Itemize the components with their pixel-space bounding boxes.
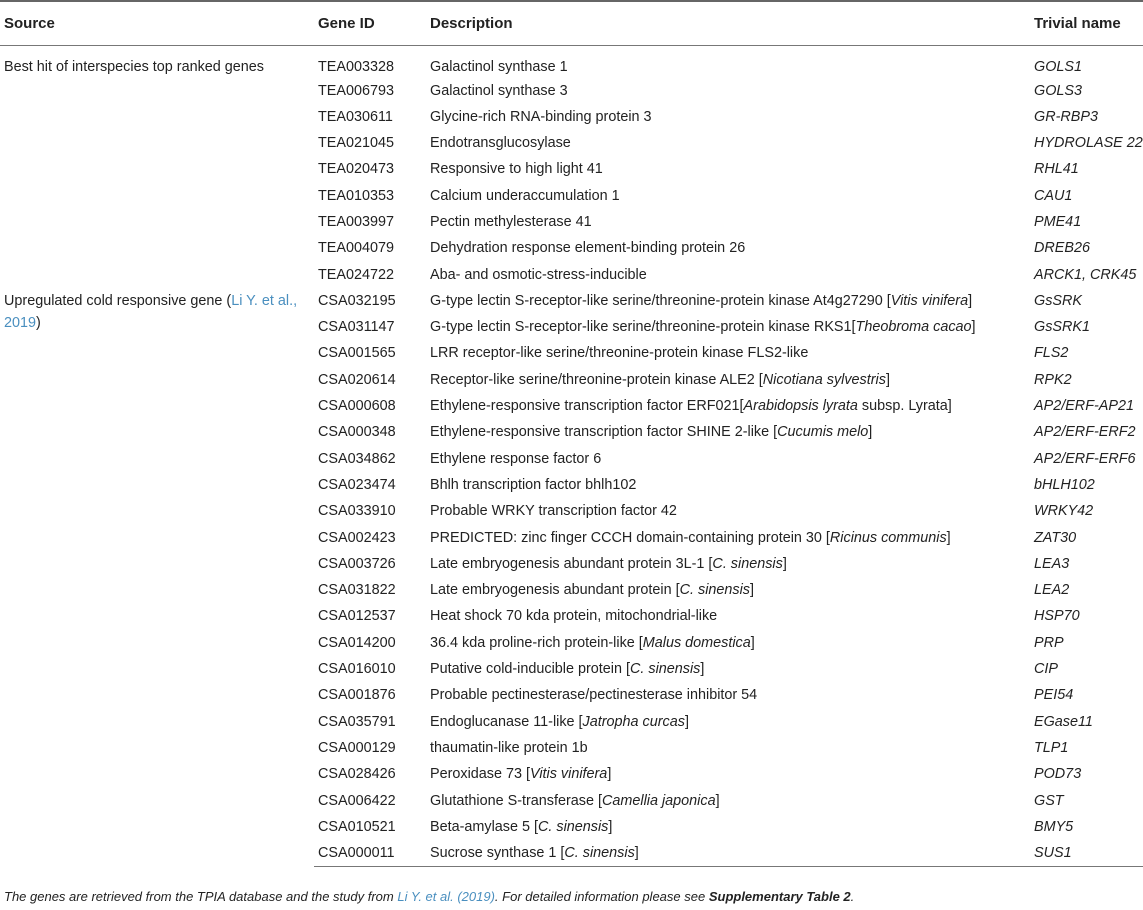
trivial-name-cell: bHLH102	[1034, 476, 1095, 493]
source-label: Best hit of interspecies top ranked genes	[4, 58, 264, 75]
description-text: Sucrose synthase 1 [	[430, 845, 565, 862]
trivial-name-cell: RPK2	[1034, 371, 1072, 388]
trivial-name-cell: FLS2	[1034, 345, 1069, 362]
description-text: ]	[968, 292, 973, 309]
description-text: ]	[971, 319, 976, 336]
species-name: Vitis vinifera	[530, 766, 608, 783]
gene-id-cell: CSA023474	[318, 476, 396, 493]
gene-id-cell: CSA028426	[318, 766, 396, 783]
description-text: thaumatin-like protein 1b	[430, 739, 588, 756]
footnote-text-1: The genes are retrieved from the TPIA database and the study from	[4, 889, 398, 904]
trivial-name-cell: CAU1	[1034, 187, 1073, 204]
description-cell	[426, 393, 1030, 419]
trivial-name-cell: LEA2	[1034, 582, 1070, 599]
description-text: Late embryogenesis abundant protein [	[430, 582, 680, 599]
description-text: PREDICTED: zinc finger CCCH domain-containing protein 30 [	[430, 529, 830, 546]
gene-id-cell: TEA020473	[318, 161, 395, 178]
species-name: Nicotiana sylvestris	[762, 371, 886, 388]
description-text: Ethylene response factor 6	[430, 450, 602, 467]
description-text: Receptor-like serine/threonine-protein kinase ALE2 [	[430, 371, 763, 388]
description-text: Endoglucanase 11-like [	[430, 713, 583, 730]
trivial-name-cell: AP2/ERF-AP21	[1034, 398, 1134, 415]
gene-id-cell: CSA001876	[318, 687, 396, 704]
description-text: Responsive to high light 41	[430, 161, 603, 178]
gene-id-cell: CSA003726	[318, 555, 396, 572]
trivial-name-cell: WRKY42	[1034, 503, 1094, 520]
gene-id-cell: CSA006422	[318, 792, 396, 809]
description-text: Ethylene-responsive transcription factor ERF021[	[430, 398, 744, 415]
gene-id-cell: CSA000348	[318, 424, 396, 441]
table-row	[0, 45, 1143, 78]
description-cell	[426, 814, 1030, 840]
trivial-name-cell: POD73	[1034, 766, 1082, 783]
description-text: Endotransglucosylase	[430, 135, 571, 152]
trivial-name-cell: AP2/ERF-ERF6	[1034, 450, 1136, 467]
gene-id-cell: CSA000011	[314, 840, 426, 866]
description-cell	[426, 183, 1030, 209]
gene-id-cell: CSA000608	[318, 398, 396, 415]
gene-id-cell: CSA002423	[318, 529, 396, 546]
trivial-name-cell: LEA3	[1034, 555, 1070, 572]
species-name: Malus domestica	[642, 634, 751, 651]
gene-id-cell: TEA021045	[318, 135, 395, 152]
species-name: C. sinensis	[630, 661, 701, 678]
description-cell	[426, 209, 1030, 235]
description-cell	[426, 419, 1030, 445]
trivial-name-cell: GsSRK1	[1034, 319, 1090, 336]
trivial-name-cell: PEI54	[1034, 687, 1074, 704]
description-text: ]	[700, 661, 705, 678]
trivial-name-cell: DREB26	[1034, 240, 1090, 257]
gene-id-cell: CSA014200	[318, 634, 396, 651]
gene-id-cell: TEA024722	[318, 266, 395, 283]
description-text: subsp. Lyrata]	[857, 398, 952, 415]
description-cell	[426, 656, 1030, 682]
description-text: Ethylene-responsive transcription factor SHINE 2-like [	[430, 424, 778, 441]
gene-id-cell: CSA034862	[318, 450, 396, 467]
header-row	[0, 1, 1143, 45]
gene-id-cell: CSA000129	[318, 739, 396, 756]
description-cell	[426, 367, 1030, 393]
gene-id-cell: CSA031147	[318, 319, 395, 336]
trivial-name-cell: SUS1	[1030, 840, 1143, 866]
trivial-name-cell: GST	[1034, 792, 1064, 809]
description-cell	[426, 472, 1030, 498]
description-cell	[426, 735, 1030, 761]
species-name: C. sinensis	[679, 582, 750, 599]
table-row	[0, 288, 1143, 314]
trivial-name-cell: ARCK1, CRK45	[1034, 266, 1137, 283]
description-text: Galactinol synthase 1	[430, 58, 568, 75]
trivial-name-cell: GR-RBP3	[1034, 108, 1098, 125]
trivial-name-cell: HYDROLASE 22	[1034, 135, 1143, 152]
gene-id-cell: TEA003328	[318, 58, 395, 75]
description-cell	[426, 45, 1030, 78]
description-cell	[426, 788, 1030, 814]
description-text: ]	[634, 845, 639, 862]
gene-id-cell: TEA003997	[318, 213, 395, 230]
description-text: ]	[684, 713, 689, 730]
gene-id-cell: CSA010521	[318, 818, 396, 835]
description-cell	[426, 761, 1030, 787]
species-name: Cucumis melo	[777, 424, 869, 441]
species-name: C. sinensis	[537, 818, 609, 835]
description-text: ]	[885, 371, 890, 388]
description-cell	[426, 577, 1030, 603]
trivial-name-cell: EGase11	[1034, 713, 1093, 730]
description-cell	[426, 78, 1030, 104]
species-name: Ricinus communis	[829, 529, 947, 546]
description-text: Glutathione S-transferase [	[430, 792, 602, 809]
species-name: Vitis vinifera	[890, 292, 969, 309]
description-text: Pectin methylesterase 41	[430, 213, 592, 230]
gene-id-cell: TEA006793	[318, 82, 395, 99]
trivial-name-cell: BMY5	[1034, 818, 1074, 835]
description-text: Peroxidase 73 [	[430, 766, 530, 783]
source-citation-link[interactable]: Li Y. et al., 2019	[4, 292, 298, 331]
description-text: ]	[750, 634, 755, 651]
description-cell	[426, 314, 1030, 340]
description-cell	[426, 603, 1030, 629]
description-text: Heat shock 70 kda protein, mitochondrial-like	[430, 608, 718, 625]
description-text: 36.4 kda proline-rich protein-like [	[430, 634, 643, 651]
gene-id-cell: TEA030611	[318, 108, 393, 125]
description-text: ]	[946, 529, 951, 546]
description-cell	[426, 498, 1030, 524]
description-cell	[426, 446, 1030, 472]
trivial-name-cell: GOLS1	[1034, 58, 1082, 75]
header-description: Description	[426, 1, 1030, 45]
gene-id-cell: CSA035791	[318, 713, 396, 730]
header-source: Source	[0, 1, 314, 45]
description-text: Probable pectinesterase/pectinesterase inhibitor 54	[430, 687, 758, 704]
species-name: Arabidopsis lyrata	[743, 398, 858, 415]
trivial-name-cell: RHL41	[1034, 161, 1079, 178]
description-cell	[426, 156, 1030, 182]
description-text: Galactinol synthase 3	[430, 82, 568, 99]
description-cell	[426, 262, 1030, 288]
description-text: Glycine-rich RNA-binding protein 3	[430, 108, 652, 125]
species-name: C. sinensis	[564, 845, 635, 862]
gene-id-cell: CSA032195	[318, 292, 396, 309]
description-cell	[426, 104, 1030, 130]
description-cell	[426, 709, 1030, 735]
description-text: ]	[608, 818, 613, 835]
trivial-name-cell: TLP1	[1034, 739, 1069, 756]
footnote-text-3: .	[850, 889, 855, 904]
gene-id-cell: CSA033910	[318, 503, 396, 520]
table-footnote	[4, 889, 854, 904]
gene-id-cell: CSA020614	[318, 371, 396, 388]
table-body	[0, 45, 1143, 866]
description-cell	[426, 525, 1030, 551]
header-gene-id: Gene ID	[314, 1, 426, 45]
species-name: C. sinensis	[712, 555, 783, 572]
description-text: ]	[607, 766, 612, 783]
trivial-name-cell: PME41	[1034, 213, 1082, 230]
trivial-name-cell: GOLS3	[1034, 82, 1082, 99]
species-name: Theobroma cacao	[855, 319, 972, 336]
species-name: Camellia japonica	[601, 792, 716, 809]
description-cell	[426, 288, 1030, 314]
footnote-text-2: . For detailed information please see	[494, 889, 709, 904]
description-cell	[426, 682, 1030, 708]
description-cell	[426, 130, 1030, 156]
description-cell	[426, 840, 1030, 866]
gene-id-cell: CSA001565	[318, 345, 396, 362]
description-text: Bhlh transcription factor bhlh102	[430, 476, 637, 493]
footnote-reference-link[interactable]: Li Y. et al. (2019)	[397, 889, 495, 904]
description-cell	[426, 551, 1030, 577]
trivial-name-cell: AP2/ERF-ERF2	[1034, 424, 1136, 441]
source-label-end: )	[36, 314, 41, 331]
description-text: G-type lectin S-receptor-like serine/threonine-protein kinase At4g27290 [	[430, 292, 891, 309]
description-text: Probable WRKY transcription factor 42	[430, 503, 677, 520]
gene-id-cell: TEA010353	[318, 187, 395, 204]
description-cell	[426, 340, 1030, 366]
trivial-name-cell: HSP70	[1034, 608, 1080, 625]
trivial-name-cell: CIP	[1034, 661, 1058, 678]
description-text: G-type lectin S-receptor-like serine/threonine-protein kinase RKS1[	[430, 319, 856, 336]
description-text: ]	[868, 424, 873, 441]
source-cell	[0, 288, 314, 867]
supplementary-table-link[interactable]: Supplementary Table 2	[708, 889, 851, 904]
description-cell	[426, 235, 1030, 261]
source-label: Upregulated cold responsive gene (	[4, 292, 232, 309]
description-text: LRR receptor-like serine/threonine-protein kinase FLS2-like	[430, 345, 809, 362]
description-text: Dehydration response element-binding protein 26	[430, 240, 746, 257]
description-text: Late embryogenesis abundant protein 3L-1 [	[430, 555, 713, 572]
description-text: ]	[750, 582, 754, 599]
gene-id-cell: CSA012537	[318, 608, 396, 625]
trivial-name-cell: GsSRK	[1034, 292, 1082, 309]
description-text: Aba- and osmotic-stress-inducible	[430, 266, 647, 283]
description-text: Beta-amylase 5 [	[430, 818, 538, 835]
source-cell	[0, 45, 314, 288]
description-text: ]	[782, 555, 787, 572]
description-cell	[426, 630, 1030, 656]
description-text: ]	[715, 792, 720, 809]
header-trivial-name: Trivial name	[1030, 1, 1143, 45]
gene-id-cell: CSA016010	[318, 661, 396, 678]
trivial-name-cell: PRP	[1034, 634, 1064, 651]
description-text: Putative cold-inducible protein [	[430, 661, 630, 678]
species-name: Jatropha curcas	[582, 713, 685, 730]
description-text: Calcium underaccumulation 1	[430, 187, 620, 204]
gene-id-cell: TEA004079	[318, 240, 395, 257]
gene-id-cell: CSA031822	[318, 582, 396, 599]
trivial-name-cell: ZAT30	[1034, 529, 1077, 546]
